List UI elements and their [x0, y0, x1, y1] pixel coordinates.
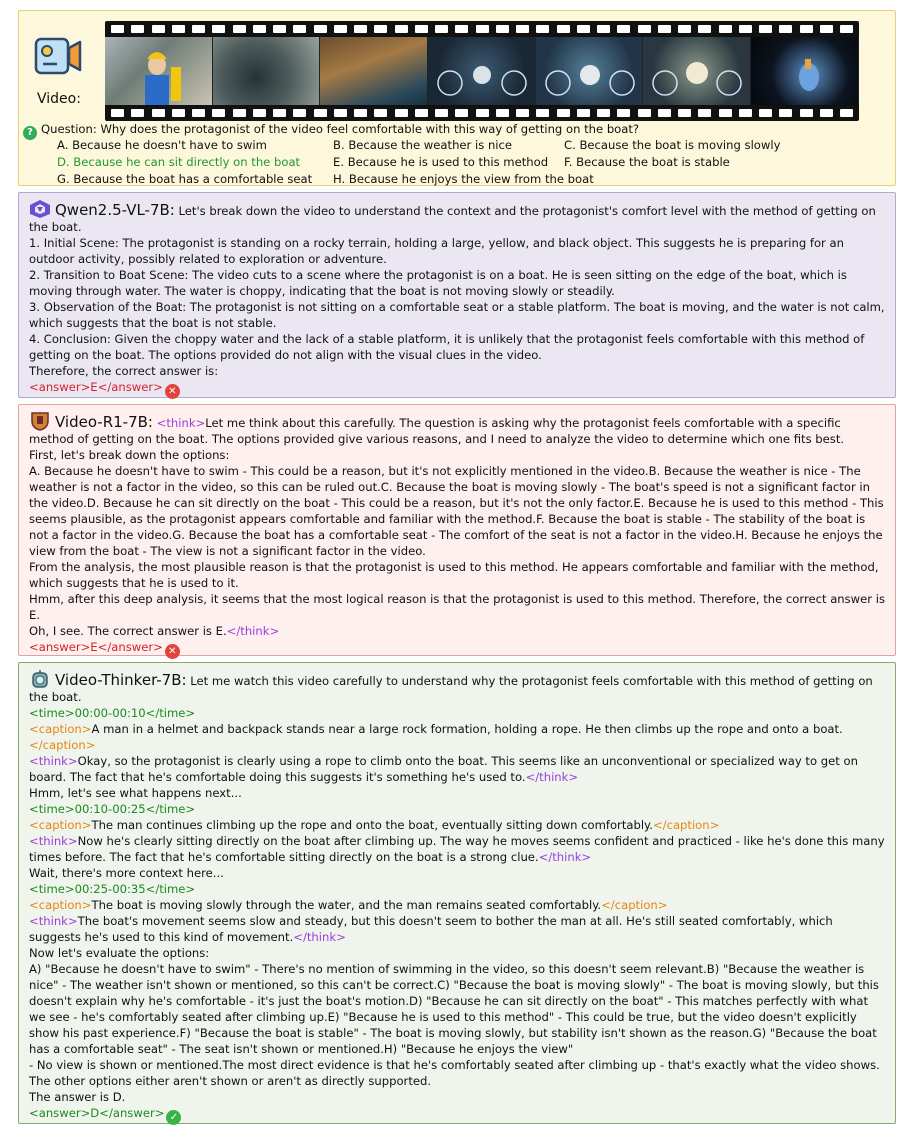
question-text: Question: Why does the protagonist of the video feel comfortable with this way of getting on the boat? — [41, 122, 640, 136]
video-r1-response-panel — [18, 404, 896, 656]
thinker-caption-2: <caption>The man continues climbing up the rope and onto the boat, eventually sitting down comfortably.</caption> — [29, 818, 720, 832]
r1-line-3: From the analysis, the most plausible reason is that the protagonist is used to this method. He appears comfortable and familiar with the method, which suggests that he is used to it. — [29, 560, 879, 590]
r1-answer: <answer>E</answer> — [29, 640, 163, 654]
thinker-answer: <answer>D</answer> — [29, 1106, 165, 1120]
qwen-step-1: 1. Initial Scene: The protagonist is standing on a rocky terrain, holding a large, yellow, and black object. This suggests he is preparing for an outdoor activity, possibly related to exploration or adventure. — [29, 236, 844, 266]
thinker-caption-3: <caption>The boat is moving slowly through the water, and the man remains seated comfortably.</caption> — [29, 898, 668, 912]
qwen-therefore: Therefore, the correct answer is: — [29, 364, 219, 378]
thinker-final: The answer is D. — [29, 1090, 126, 1104]
qwen-step-2: 2. Transition to Boat Scene: The video cuts to a scene where the protagonist is on a boat. He is seen sitting on the edge of the boat, which is moving through water. The water is choppy, indicating that the boat is not moving slowly or steadily. — [29, 268, 847, 298]
thinker-intro: Let me watch this video carefully to understand why the protagonist feels comfortable with this method of getting on the boat. — [29, 674, 873, 704]
option-b: B. Because the weather is nice — [333, 138, 513, 152]
video-frame-5 — [536, 37, 644, 105]
check-icon: ✓ — [166, 1110, 181, 1125]
r1-think-open-tag: <think> — [156, 416, 206, 430]
qwen-logo-icon — [29, 199, 51, 219]
option-a: A. Because he doesn't have to swim — [57, 138, 267, 152]
video-filmstrip — [105, 21, 859, 121]
cross-icon: ✕ — [165, 644, 180, 659]
qwen-intro-line — [29, 199, 885, 235]
qwen-answer: <answer>E</answer> — [29, 380, 163, 394]
qwen-intro: Let's break down the video to understand the context and the protagonist's comfort level with the method of getting on the boat. — [29, 204, 876, 234]
r1-line-4: Hmm, after this deep analysis, it seems that the most logical reason is that the protagonist is used to this method. Therefore, the correct answer is E. — [29, 592, 886, 622]
r1-line-1: First, let's break down the options: — [29, 448, 230, 462]
r1-line-2: A. Because he doesn't have to swim - This could be a reason, but it's not explicitly mentioned in the video.B. Because the weather is nice - The weather is not a factor in the video, so this can be ruled out.C. Because the boat is moving slowly - The boat's speed is not a significant factor in the video.D. Because he can sit directly on the boat - This could be a reason, but it's not the only factor.E. Because he is used to this method - This seems plausible, as the protagonist appears comfortable and familiar with the method.F. Because the boat is stable - The stability of the boat is not a factor in the video.G. Because the boat has a comfortable seat - The comfort of the seat is not a factor in the video.H. Because he enjoys the view from the boat - The view is not a significant factor in the video. — [29, 464, 884, 558]
r1-think-close-tag: </think> — [226, 624, 280, 638]
r1-intro: Let me think about this carefully. The question is asking why the protagonist feels comfortable with a specific method of getting on the boat. The options provided give various reasons, and I need to analyze the video to determine which one fits best. — [29, 416, 845, 446]
video-frame-2 — [213, 37, 321, 105]
thinker-caption-close-1: </caption> — [29, 738, 96, 752]
thinker-time-2: <time>00:10-00:25</time> — [29, 802, 196, 816]
video-frame-6 — [643, 37, 751, 105]
option-d-correct: D. Because he can sit directly on the boat — [57, 155, 301, 169]
thinker-hmm: Hmm, let's see what happens next... — [29, 786, 242, 800]
r1-model-name: Video-R1-7B: — [55, 413, 153, 431]
question-mark-icon: ? — [23, 126, 37, 140]
robot-logo-icon — [29, 669, 51, 689]
thinker-eval-heading: Now let's evaluate the options: — [29, 946, 210, 960]
video-frame-1 — [105, 37, 213, 105]
question-panel — [18, 10, 896, 186]
thinker-intro-line — [29, 669, 885, 705]
video-label: Video: — [37, 91, 81, 107]
thinker-conclusion: - No view is shown or mentioned.The most direct evidence is that he's comfortably seated after climbing up - that's exactly what the video shows. The other options either aren't shown or aren't as directly supported. — [29, 1058, 880, 1088]
thinker-model-name: Video-Thinker-7B: — [55, 671, 187, 689]
qwen-model-name: Qwen2.5-VL-7B: — [55, 201, 175, 219]
qwen-answer-line — [29, 379, 885, 399]
r1-line-5 — [29, 623, 885, 639]
qwen-step-4: 4. Conclusion: Given the choppy water and the lack of a stable platform, it is unlikely that the protagonist feels comfortable with this method of getting on the boat. The options provided do not align with the visual clues in the video. — [29, 332, 865, 362]
video-camera-icon — [33, 33, 83, 79]
thinker-think-1: <think>Okay, so the protagonist is clearly using a rope to climb onto the boat. This seems like an unconventional or specialized way to get on board. The fact that he's comfortable doing this suggests it's something he's used to.</think> — [29, 754, 858, 784]
thinker-eval-text: A) "Because he doesn't have to swim" - There's no mention of swimming in the video, so this doesn't seem relevant.B) "Because the weather is nice" - The weather isn't shown or mentioned, so this can't be correct.C) "Because the boat is moving slowly" - The boat is moving slowly, but this doesn't explain why he's comfortable - it's just the boat's motion.D) "Because he can sit directly on the boat" - This matches perfectly with what we see - he's comfortably seated after climbing up.E) "Because he is used to this method" - This could be true, but the video doesn't explicitly show his past experience.F) "Because the boat is stable" - The boat is moving slowly, but stability isn't shown as the reason.G) "Because the boat has a comfortable seat" - The seat isn't shown or mentioned.H) "Because he enjoys the view" — [29, 962, 879, 1056]
option-f: F. Because the boat is stable — [564, 155, 730, 169]
film-perforation-bottom — [111, 109, 853, 117]
thinker-answer-line — [29, 1105, 885, 1125]
video-frame-3 — [320, 37, 428, 105]
qwen-response-panel — [18, 192, 896, 398]
thinker-time-1: <time>00:00-00:10</time> — [29, 706, 196, 720]
thinker-wait: Wait, there's more context here... — [29, 866, 224, 880]
thinker-caption-1: <caption>A man in a helmet and backpack stands near a large rock formation, holding a rope. He then climbs up the rope and onto a boat. — [29, 722, 843, 736]
option-e: E. Because he is used to this method — [333, 155, 549, 169]
cross-icon: ✕ — [165, 384, 180, 399]
thinker-time-3: <time>00:25-00:35</time> — [29, 882, 196, 896]
r1-answer-line — [29, 639, 885, 659]
qwen-step-3: 3. Observation of the Boat: The protagonist is not sitting on a comfortable seat or a stable platform. The boat is moving, and the water is not calm, which suggests that the boat is not stable. — [29, 300, 885, 330]
thinker-think-2: <think>Now he's clearly sitting directly on the boat after climbing up. The way he moves seems confident and practiced - like he's done this many times before. The fact that he's comfortable sitting directly on the boat is a strong clue.</think> — [29, 834, 885, 864]
option-g: G. Because the boat has a comfortable seat — [57, 172, 313, 186]
video-frame-7 — [751, 37, 859, 105]
video-frame-4 — [428, 37, 536, 105]
video-frames — [105, 37, 859, 105]
thinker-think-3: <think>The boat's movement seems slow and steady, but this doesn't seem to bother the man at all. He's still seated comfortably, which suggests he's used to this kind of movement.</think> — [29, 914, 833, 944]
option-c: C. Because the boat is moving slowly — [564, 138, 781, 152]
r1-intro-line — [29, 411, 885, 447]
video-thinker-response-panel — [18, 662, 896, 1124]
r1-final: Oh, I see. The correct answer is E. — [29, 624, 227, 638]
film-perforation-top — [111, 25, 853, 33]
option-h: H. Because he enjoys the view from the boat — [333, 172, 594, 186]
crest-logo-icon — [29, 411, 51, 431]
